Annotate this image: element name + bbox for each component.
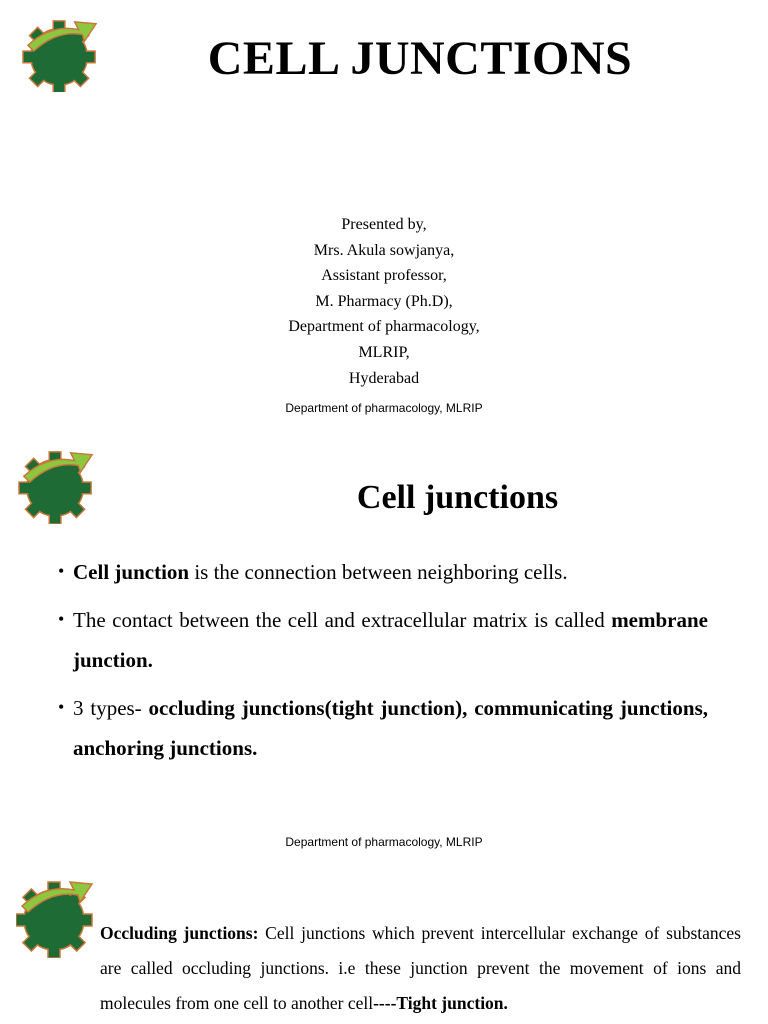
- gear-arrow-icon: [18, 446, 96, 524]
- list-item: [58, 600, 708, 681]
- occluding-junctions-slide: [0, 866, 768, 1024]
- list-item: [58, 552, 708, 593]
- cell-junctions-slide: [0, 430, 768, 866]
- gear-arrow-icon: [22, 16, 100, 92]
- bullet-bold: occluding junctions(tight junction), communicating junctions, anchoring junctions.: [73, 695, 708, 760]
- presenter-line: MLRIP,: [358, 343, 410, 361]
- bullet-text: 3 types-: [73, 695, 149, 720]
- paragraph-heading: Occluding junctions:: [100, 923, 259, 943]
- presenter-line: Department of pharmacology,: [288, 318, 480, 336]
- presenter-line: M. Pharmacy (Ph.D),: [315, 292, 453, 310]
- paragraph-tail: ----Tight junction.: [373, 993, 508, 1013]
- institute-logo: [18, 446, 96, 524]
- slide-footer: Department of pharmacology, MLRIP: [285, 835, 483, 849]
- gear-arrow-icon: [16, 872, 96, 958]
- bullet-text: The contact between the cell and extracellular matrix is called: [73, 607, 612, 632]
- paragraph-text: Cell junctions which prevent intercellular exchange of substances are called occluding junctions. i.e these junction prevent the movement of ions and molecules from one cell to another cell: [100, 923, 741, 1013]
- slide-title: CELL JUNCTIONS: [207, 32, 633, 85]
- occluding-paragraph: [100, 916, 741, 1021]
- institute-logo: [16, 872, 96, 958]
- presenter-line: Presented by,: [341, 216, 427, 233]
- bullet-bold: Cell junction: [73, 560, 190, 584]
- title-slide: [0, 0, 768, 430]
- bullet-list: [58, 552, 708, 776]
- slide-title: Cell junctions: [356, 479, 559, 516]
- presenter-line: Hyderabad: [348, 369, 420, 387]
- bullet-bold: membrane junction.: [73, 607, 708, 672]
- presenter-line: Mrs. Akula sowjanya,: [313, 241, 455, 259]
- list-item: [58, 688, 708, 769]
- presenter-line: Assistant professor,: [321, 267, 447, 285]
- bullet-text: is the connection between neighboring cells.: [189, 560, 568, 584]
- institute-logo: [22, 16, 100, 92]
- slide-footer: Department of pharmacology, MLRIP: [285, 401, 483, 415]
- presenter-info: [184, 212, 584, 391]
